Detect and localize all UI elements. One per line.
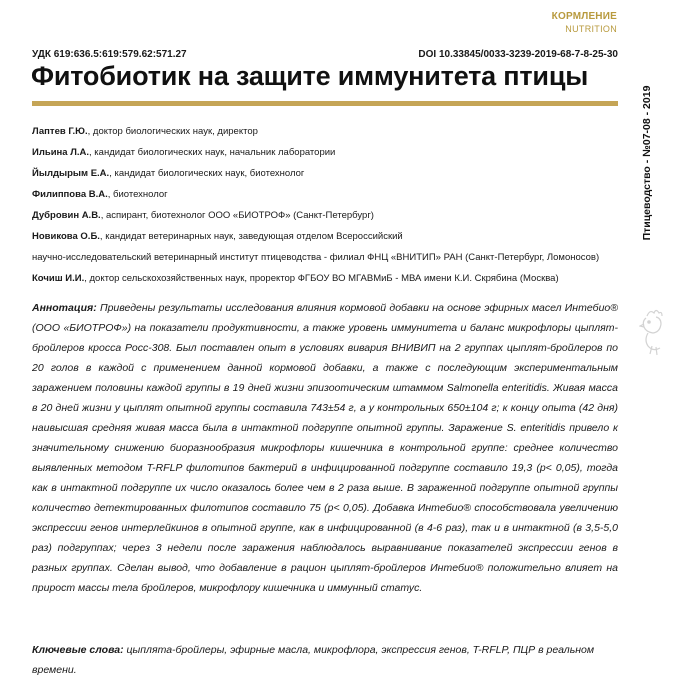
section-category <box>552 11 617 35</box>
udk-code: УДК 619:636.5:619:579.62:571.27 <box>32 49 187 60</box>
author-line <box>32 147 612 159</box>
author-info: научно-исследовательский ветеринарный институт птицеводства - филиал ФНЦ «ВНИТИП» РАН (Санкт-Петербург, Ломоносов) <box>32 252 600 263</box>
rooster-logo-icon <box>639 302 665 362</box>
author-line <box>32 273 612 285</box>
author-info: , доктор сельскохозяйственных наук, проректор ФГБОУ ВО МГАВМиБ - МВА имени К.И. Скрябина (Москва) <box>84 273 559 284</box>
author-name: Лаптев Г.Ю. <box>32 126 88 137</box>
author-name: Новикова О.Б. <box>32 231 100 242</box>
author-info: , доктор биологических наук, директор <box>87 126 258 137</box>
author-info: , кандидат биологических наук, начальник лаборатории <box>89 147 336 158</box>
authors-list <box>32 126 612 285</box>
doi-link[interactable]: DOI 10.33845/0033-3239-2019-68-7-8-25-30 <box>418 49 618 60</box>
abstract-text: Приведены результаты исследования влияния кормовой добавки на основе эфирных масел Интебио® (ООО «БИОТРОФ») на показатели продуктивности, а также уровень иммунитета и баланс микрофлоры цыплят-бройлеров кросса Росс-308. Был поставлен опыт в условиях вивария ВНИВИП на 2 группах цыплят-бройлеров по 20 голов в каждой с применением данной кормовой добавки, а также с последующим экспериментальным заражением половины каждой группы в 19 дней жизни эпизоотическим штаммом Salmonella enteritidis. Живая масса в 20 дней жизни у цыплят опытной группы составила 743±54 г, а у контрольных 650±104 г; к концу опыта (42 дня) наивысшая средняя живая масса была в интактной подгруппе опытной группы. Заражение S. enteritidis привело к значительному снижению биоразнообразия микрофлоры кишечника в контрольной группе: среднее количество выявленных методом T-RFLP филотипов бактерий в инфицированной подгруппе составило 19,3 (р< 0,05), тогда как в интактной подгруппе их число оказалось более чем в 2 раза выше. В зараженной подгруппе опытной группы количество детектированных филотипов составило 75 (р< 0,05). Добавка Интебио® способствовала увеличению экспрессии генов интерлейкинов в опытной группе, как в инфицированной (в 4-6 раз), так и в интактной (в 3,5-5,0 раз) подгруппах; через 3 недели после заражения наблюдалось выравнивание показателей экспрессии генов в разных группах. Сделан вывод, что добавление в рацион цыплят-бройлеров Интебио® положительно влияет на прирост массы тела бройлеров, микрофлору кишечника и иммунный статус. <box>32 302 618 594</box>
abstract-paragraph <box>32 298 618 598</box>
author-line <box>32 231 612 243</box>
author-name: Йылдырым Е.А. <box>32 168 110 179</box>
author-line <box>32 189 612 201</box>
author-info: , биотехнолог <box>107 189 168 200</box>
title-divider <box>32 101 618 106</box>
author-line <box>32 252 612 264</box>
author-name: Кочиш И.И. <box>32 273 85 284</box>
author-info: , аспирант, биотехнолог ООО «БИОТРОФ» (Санкт-Петербург) <box>100 210 374 221</box>
section-category-en: NUTRITION <box>565 24 617 34</box>
keywords-paragraph <box>32 640 618 680</box>
journal-side-label <box>640 58 654 268</box>
author-info: , кандидат биологических наук, биотехнолог <box>109 168 305 179</box>
author-name: Дубровин А.В. <box>32 210 101 221</box>
section-category-ru: КОРМЛЕНИЕ <box>551 11 617 22</box>
abstract-label: Аннотация: <box>32 302 97 314</box>
article-title: Фитобиотик на защите иммунитета птицы <box>31 61 589 91</box>
author-name: Филиппова В.А. <box>32 189 108 200</box>
author-info: , кандидат ветеринарных наук, заведующая отделом Всероссийский <box>99 231 403 242</box>
keywords-label: Ключевые слова: <box>32 644 124 656</box>
keywords-text: цыплята-бройлеры, эфирные масла, микрофлора, экспрессия генов, T-RFLP, ПЦР в реальном времени. <box>32 644 595 676</box>
author-line <box>32 210 612 222</box>
journal-issue-text: Птицеводство - №07-08 - 2019 <box>641 85 653 241</box>
author-name: Ильина Л.А. <box>32 147 90 158</box>
author-line <box>32 168 612 180</box>
author-line <box>32 126 612 138</box>
